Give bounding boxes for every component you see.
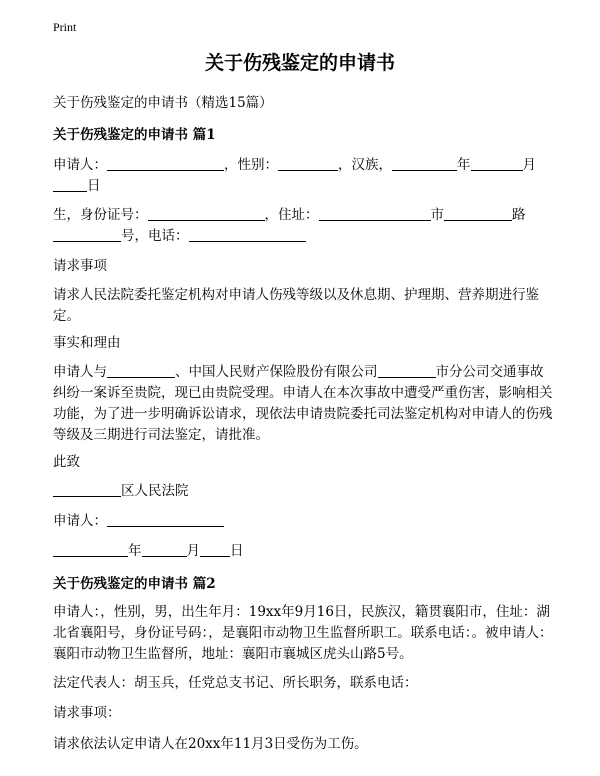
date-year-label: 年 [128, 543, 142, 559]
document-subtitle: 关于伤残鉴定的申请书（精选15篇） [53, 95, 273, 111]
year-blank [392, 156, 457, 171]
address-label: ，住址： [264, 207, 319, 223]
phone-blank [189, 227, 306, 242]
date-day-label: 日 [230, 543, 244, 559]
print-link[interactable]: Print [53, 20, 77, 34]
gender-blank [278, 156, 338, 171]
court-line [53, 481, 553, 502]
facts-part-a: 申请人与 [53, 364, 107, 380]
party-blank [107, 363, 175, 378]
facts-label: 事实和理由 [53, 335, 121, 351]
article2-para4: 请求依法认定申请人在20xx年11月3日受伤为工伤。 [53, 736, 368, 752]
number-blank [53, 227, 121, 242]
article2-para3: 请求事项： [53, 705, 121, 721]
facts-part-b: 、中国人民财产保险股份有限公司 [175, 364, 378, 380]
day-blank [53, 177, 87, 192]
road-blank [444, 206, 512, 221]
born-id-label: 生，身份证号： [53, 207, 148, 223]
sign-blank [107, 512, 224, 527]
city-blank [319, 206, 431, 221]
name-blank [107, 156, 224, 171]
number-phone-label: 号，电话： [121, 228, 189, 244]
date-day-blank [200, 542, 230, 557]
id-address-row-cont [53, 226, 553, 247]
date-line [53, 541, 553, 562]
greeting: 此致 [53, 454, 80, 470]
facts-text [53, 362, 553, 446]
id-address-row [53, 205, 553, 226]
requests-label: 请求事项 [53, 258, 107, 274]
date-year-blank [53, 542, 128, 557]
document-title: 关于伤残鉴定的申请书 [204, 52, 395, 74]
date-month-label: 月 [186, 543, 200, 559]
city-label: 市 [430, 207, 444, 223]
court-blank [53, 482, 121, 497]
gender-label: ，性别： [224, 157, 278, 173]
applicant-info-row [53, 155, 553, 176]
article1-heading: 关于伤残鉴定的申请书 篇1 [53, 127, 216, 143]
year-label: 年 [457, 157, 471, 173]
facts-part-c: 市分公司交通事故纠纷一案诉至贵院，现已由贵院受理。申请人在本次事故中遭受严重伤害，影响相关功能，为了进一步明确诉讼请求，现依法申请贵院委托司法鉴定机构对申请人的伤残等级及三期进行司法鉴定，请批准。 [53, 364, 553, 443]
id-blank [148, 206, 265, 221]
branch-blank [378, 363, 436, 378]
applicant-info-row-cont [53, 176, 553, 197]
article2-heading: 关于伤残鉴定的申请书 篇2 [53, 576, 216, 592]
date-month-blank [142, 542, 187, 557]
road-label: 路 [512, 207, 526, 223]
day-label: 日 [87, 178, 101, 194]
month-label: 月 [522, 157, 536, 173]
applicant-sign-line [53, 511, 553, 532]
month-blank [471, 156, 523, 171]
article2-para1: 申请人：，性别，男，出生年月：19xx年9月16日，民族汉，籍贯襄阳市，住址：湖北省襄阳号，身份证号码：，是襄阳市动物卫生监督所职工。联系电话：。被申请人：襄阳市动物卫生监督所，地址：襄阳市襄城区虎头山路5号。 [53, 604, 553, 662]
applicant-label: 申请人： [53, 157, 107, 173]
applicant-sign-label: 申请人： [53, 513, 107, 529]
requests-text: 请求人民法院委托鉴定机构对申请人伤残等级以及休息期、护理期、营养期进行鉴定。 [53, 287, 539, 324]
court-label: 区人民法院 [121, 483, 189, 499]
article2-para2: 法定代表人：胡玉兵，任党总支书记、所长职务，联系电话： [53, 675, 418, 691]
ethnic-label: ，汉族， [338, 157, 392, 173]
